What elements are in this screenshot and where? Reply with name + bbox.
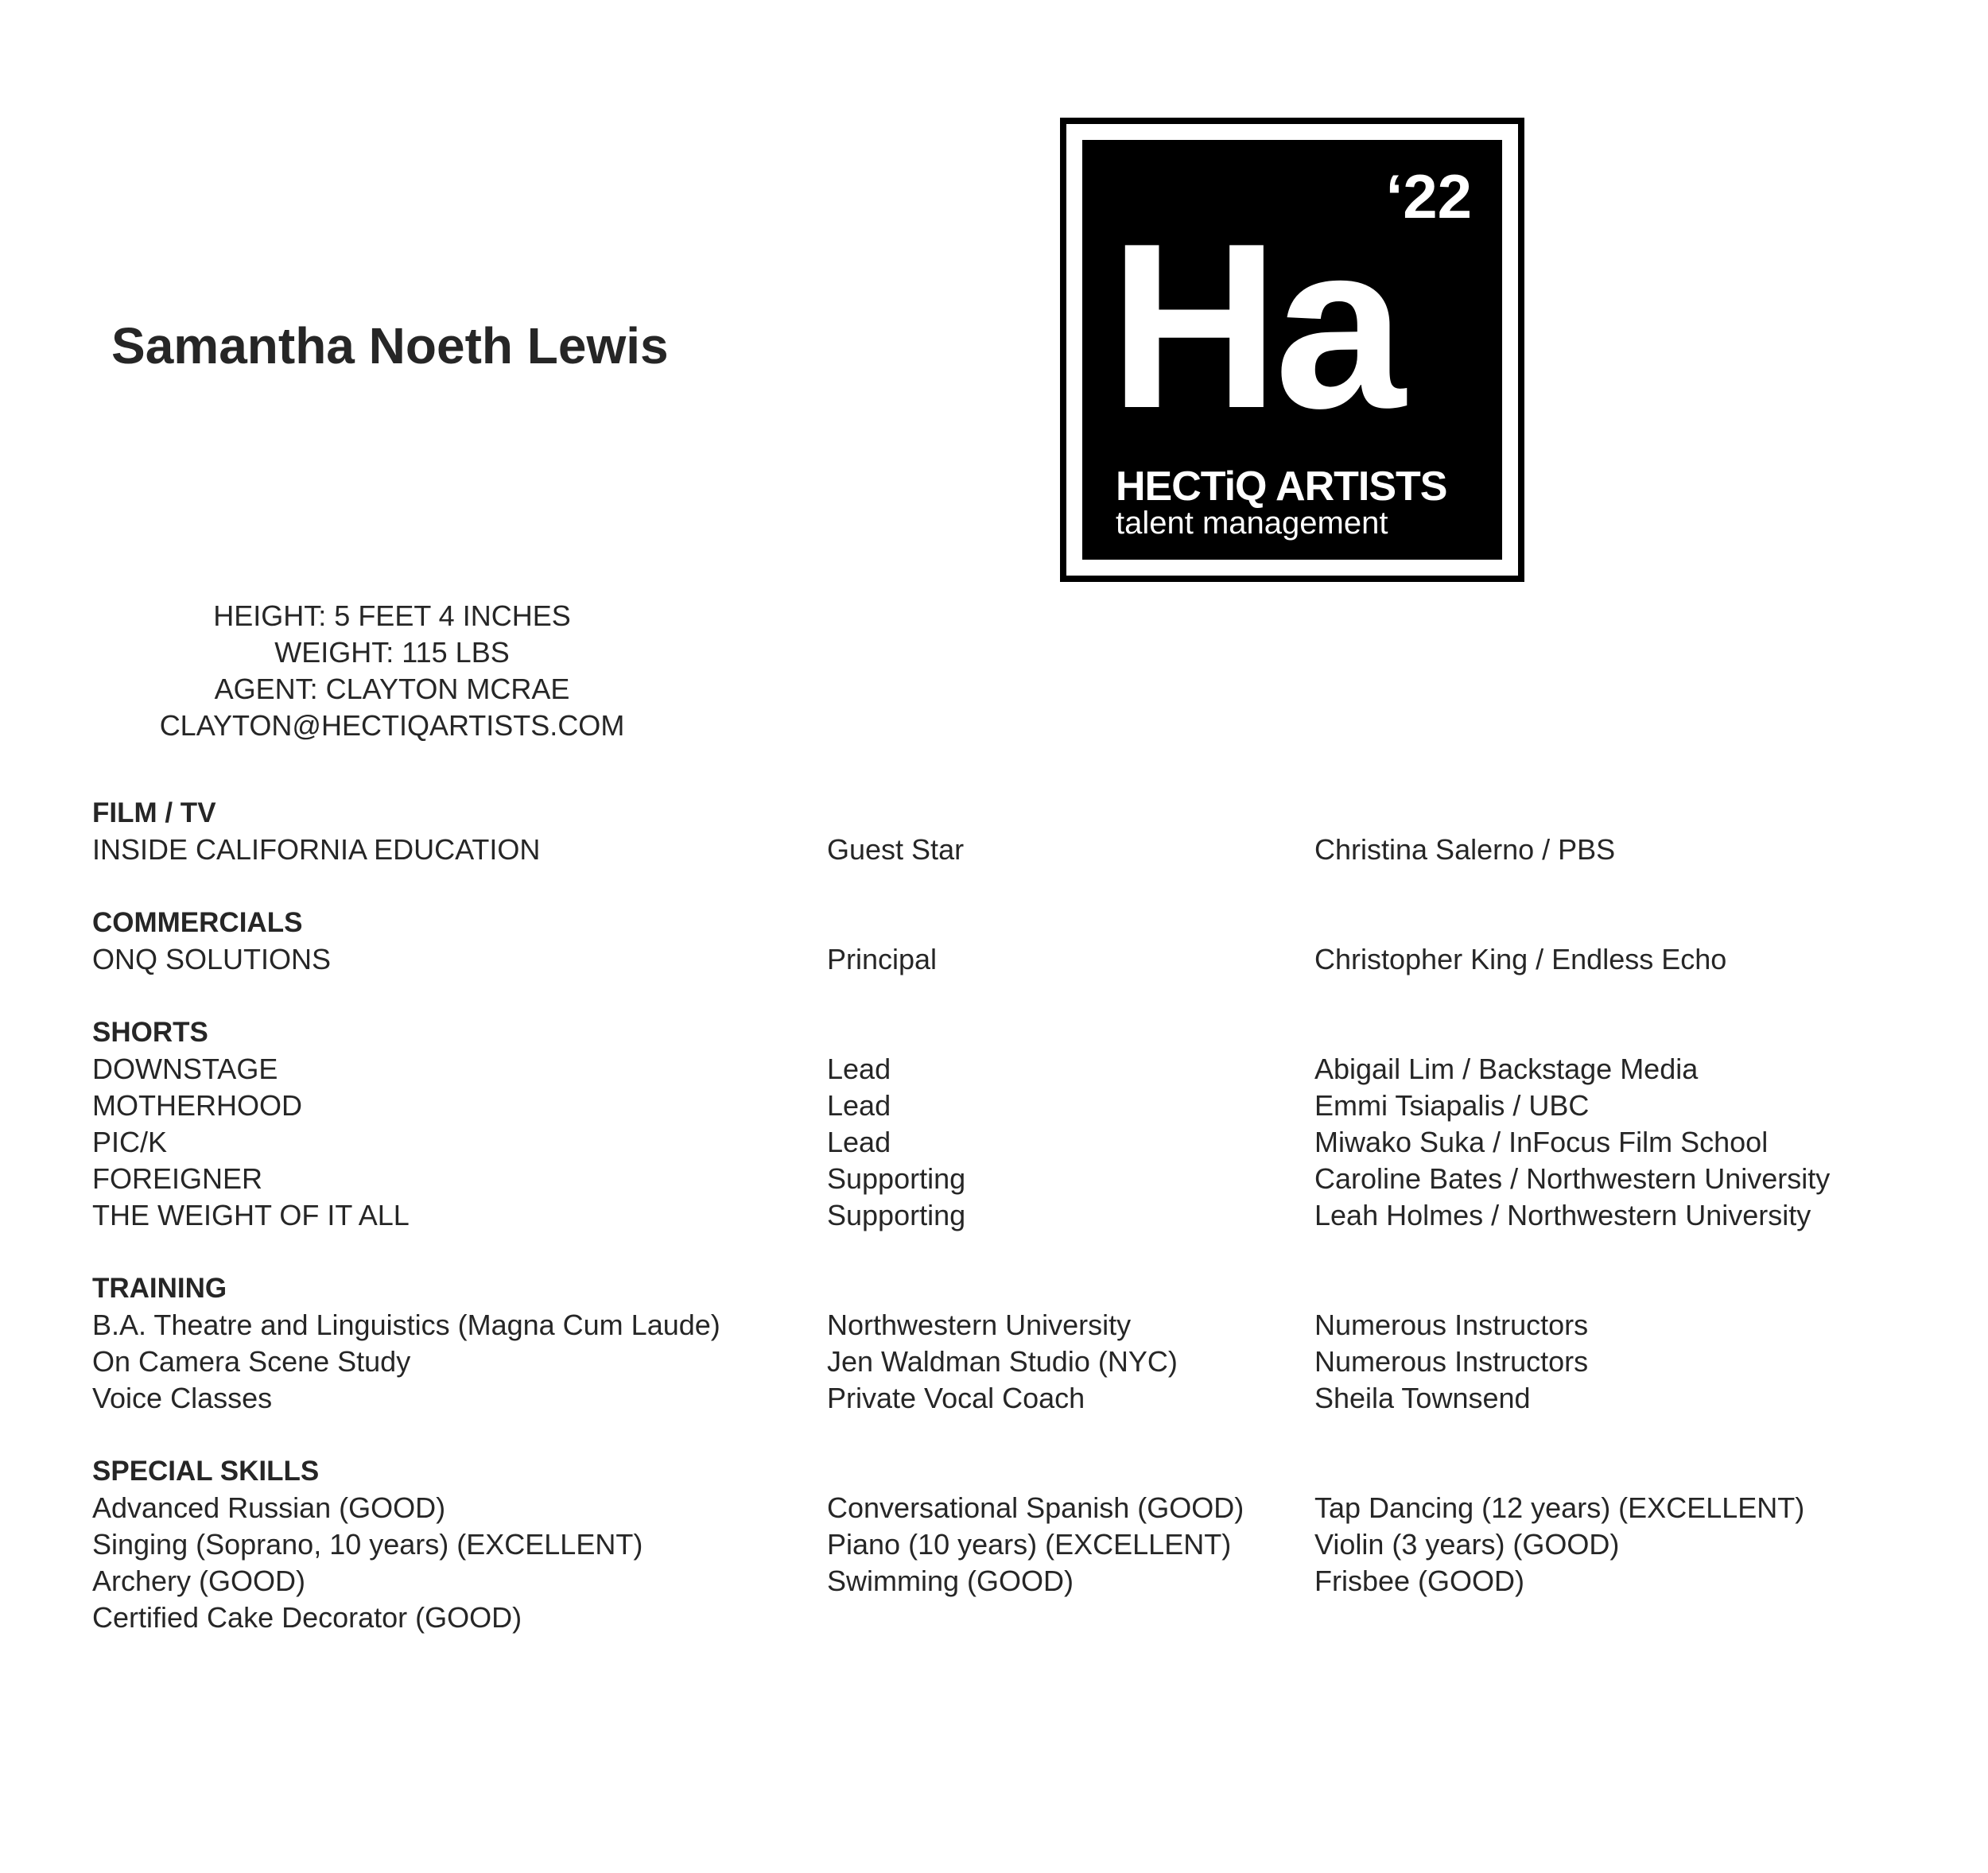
agency-logo xyxy=(1060,118,1524,582)
credit-title: THE WEIGHT OF IT ALL xyxy=(92,1199,410,1231)
credit-row xyxy=(92,1161,1921,1197)
credit-director: Abigail Lim / Backstage Media xyxy=(1314,1053,1699,1085)
credit-role: Northwestern University xyxy=(827,1309,1132,1341)
credit-row xyxy=(92,832,1921,868)
actor-stats xyxy=(111,598,673,744)
credit-title: Advanced Russian (GOOD) xyxy=(92,1491,446,1524)
credit-role: Guest Star xyxy=(827,833,965,866)
credit-row xyxy=(92,1307,1921,1344)
logo-tagline: talent management xyxy=(1116,506,1388,541)
credit-row xyxy=(92,1197,1921,1234)
credit-row xyxy=(92,1600,1921,1636)
credit-director: Emmi Tsiapalis / UBC xyxy=(1314,1089,1590,1122)
credit-row xyxy=(92,1344,1921,1380)
credit-row xyxy=(92,1490,1921,1526)
credit-role: Supporting xyxy=(827,1162,966,1195)
resume-sections xyxy=(92,795,1921,1673)
logo-brand: HECTiQ ARTISTS xyxy=(1116,463,1447,510)
section-shorts xyxy=(92,1014,1921,1234)
credit-row xyxy=(92,1088,1921,1124)
agency-logo-tile xyxy=(1082,140,1502,560)
actor-name: Samantha Noeth Lewis xyxy=(111,317,669,374)
credit-row xyxy=(92,1124,1921,1161)
credit-director: Numerous Instructors xyxy=(1314,1309,1589,1341)
credit-role: Piano (10 years) (EXCELLENT) xyxy=(827,1528,1232,1561)
credit-row xyxy=(92,1563,1921,1600)
credit-title: MOTHERHOOD xyxy=(92,1089,302,1122)
credit-director: Tap Dancing (12 years) (EXCELLENT) xyxy=(1314,1491,1805,1524)
credit-title: Archery (GOOD) xyxy=(92,1565,306,1597)
credit-role: Jen Waldman Studio (NYC) xyxy=(827,1345,1178,1378)
credit-title: B.A. Theatre and Linguistics (Magna Cum Laude) xyxy=(92,1309,720,1341)
section-commercials xyxy=(92,905,1921,978)
credit-director: Violin (3 years) (GOOD) xyxy=(1314,1528,1620,1561)
section-title: COMMERCIALS xyxy=(92,907,303,938)
credit-director: Christina Salerno / PBS xyxy=(1314,833,1616,866)
credit-director: Sheila Townsend xyxy=(1314,1382,1531,1414)
credit-row xyxy=(92,1380,1921,1417)
credit-director: Numerous Instructors xyxy=(1314,1345,1589,1378)
credit-title: INSIDE CALIFORNIA EDUCATION xyxy=(92,833,541,866)
logo-year: ‘22 xyxy=(1385,161,1472,231)
section-title: SPECIAL SKILLS xyxy=(92,1456,320,1487)
credit-director: Frisbee (GOOD) xyxy=(1314,1565,1525,1597)
logo-symbol: Ha xyxy=(1109,194,1401,457)
credit-role: Lead xyxy=(827,1126,891,1158)
credit-row xyxy=(92,941,1921,978)
section-special-skills xyxy=(92,1453,1921,1636)
agent-stat: AGENT: CLAYTON MCRAE xyxy=(214,673,570,705)
credit-director: Leah Holmes / Northwestern University xyxy=(1314,1199,1811,1231)
section-title: FILM / TV xyxy=(92,797,216,828)
credit-title: FOREIGNER xyxy=(92,1162,263,1195)
section-training xyxy=(92,1270,1921,1417)
weight-stat: WEIGHT: 115 LBS xyxy=(274,636,510,669)
section-title: SHORTS xyxy=(92,1017,208,1048)
credit-role: Supporting xyxy=(827,1199,966,1231)
credit-role: Swimming (GOOD) xyxy=(827,1565,1074,1597)
credit-title: Certified Cake Decorator (GOOD) xyxy=(92,1601,522,1634)
credit-role: Lead xyxy=(827,1053,891,1085)
agent-email: CLAYTON@HECTIQARTISTS.COM xyxy=(159,709,625,742)
credit-row xyxy=(92,1051,1921,1088)
credit-title: DOWNSTAGE xyxy=(92,1053,278,1085)
credit-row xyxy=(92,1526,1921,1563)
credit-director: Miwako Suka / InFocus Film School xyxy=(1314,1126,1769,1158)
credit-director: Caroline Bates / Northwestern University xyxy=(1314,1162,1831,1195)
credit-title: ONQ SOLUTIONS xyxy=(92,943,332,975)
section-title: TRAINING xyxy=(92,1273,227,1304)
credit-director: Christopher King / Endless Echo xyxy=(1314,943,1727,975)
credit-role: Lead xyxy=(827,1089,891,1122)
section-film-tv xyxy=(92,795,1921,868)
credit-title: Singing (Soprano, 10 years) (EXCELLENT) xyxy=(92,1528,643,1561)
credit-role: Conversational Spanish (GOOD) xyxy=(827,1491,1244,1524)
credit-role: Private Vocal Coach xyxy=(827,1382,1085,1414)
credit-role: Principal xyxy=(827,943,938,975)
height-stat: HEIGHT: 5 FEET 4 INCHES xyxy=(213,599,571,632)
credit-title: PIC/K xyxy=(92,1126,168,1158)
credit-title: On Camera Scene Study xyxy=(92,1345,411,1378)
credit-title: Voice Classes xyxy=(92,1382,273,1414)
